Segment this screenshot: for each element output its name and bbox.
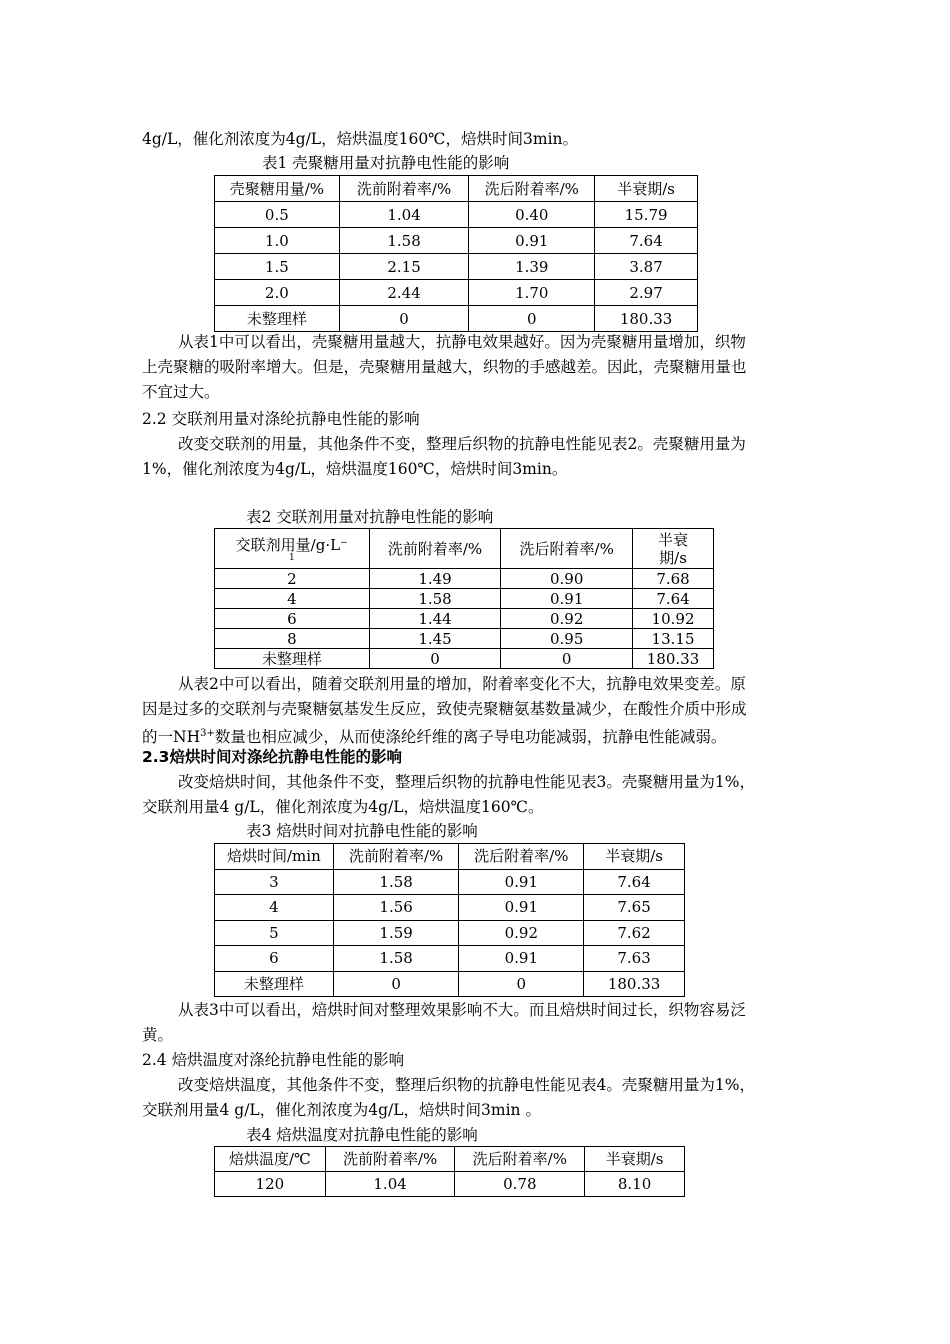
table3-cell: 1.59: [333, 920, 459, 946]
table1-header-row: [215, 176, 698, 202]
table1-cell: 1.0: [215, 228, 340, 254]
text-line: 4g/L，催化剂浓度为4g/L，焙烘温度160℃，焙烘时间3min。: [142, 130, 579, 148]
table1-cell: 1.04: [339, 202, 469, 228]
table2-cell: 0.92: [501, 609, 633, 629]
table3-cell: 7.64: [584, 869, 685, 895]
table3-cell: 0.91: [459, 946, 584, 972]
table3-cell: 0.92: [459, 920, 584, 946]
table1-cell: 1.39: [469, 254, 595, 280]
text-line: 黄。: [142, 1026, 174, 1044]
header-text: 半衰: [658, 530, 689, 549]
table3-cell: 6: [215, 946, 334, 972]
table2-header-cell: 洗后附着率/%: [501, 529, 633, 569]
text-line: 改变交联剂的用量，其他条件不变，整理后织物的抗静电性能见表2。壳聚糖用量为: [178, 435, 746, 453]
table1-row: [215, 306, 698, 332]
table3-cell: 4: [215, 895, 334, 921]
table4-caption: 表4 焙烘温度对抗静电性能的影响: [246, 1126, 478, 1144]
table3-cell: 0.91: [459, 869, 584, 895]
table2-row: [215, 629, 714, 649]
table3-row: [215, 946, 685, 972]
table1-row: [215, 280, 698, 306]
text-line: 从表1中可以看出，壳聚糖用量越大，抗静电效果越好。因为壳聚糖用量增加，织物: [178, 333, 746, 351]
text-line: 从表2中可以看出，随着交联剂用量的增加，附着率变化不大，抗静电效果变差。原: [178, 675, 746, 693]
superscript: 3+: [200, 728, 215, 739]
table4: [214, 1146, 685, 1197]
table1-cell: 0: [339, 306, 469, 332]
table1-cell: 1.70: [469, 280, 595, 306]
table3-row: [215, 869, 685, 895]
table2-cell: 未整理样: [215, 649, 370, 669]
text-line: 不宜过大。: [142, 383, 220, 401]
table4-row: [215, 1172, 685, 1197]
table2-cell: 7.64: [633, 589, 714, 609]
table4-cell: 0.78: [455, 1172, 585, 1197]
table1-header-cell: 洗前附着率/%: [339, 176, 469, 202]
text-span: 的一NH: [142, 728, 201, 747]
header-superscript: 1: [288, 552, 295, 563]
table2-cell: 8: [215, 629, 370, 649]
text-line: 改变焙烘时间，其他条件不变，整理后织物的抗静电性能见表3。壳聚糖用量为1%，: [178, 773, 755, 791]
text-line: 因是过多的交联剂与壳聚糖氨基发生反应，致使壳聚糖氨基数量减少，在酸性介质中形成: [142, 700, 747, 718]
table2-row: [215, 609, 714, 629]
table1-cell: 2.15: [339, 254, 469, 280]
table3-cell: 7.62: [584, 920, 685, 946]
table3-row: [215, 895, 685, 921]
table2-caption: 表2 交联剂用量对抗静电性能的影响: [246, 508, 494, 526]
table1-row: [215, 254, 698, 280]
table1-cell: 2.97: [595, 280, 698, 306]
table2-cell: 2: [215, 569, 370, 589]
table1-cell: 0: [469, 306, 595, 332]
table3-cell: 未整理样: [215, 971, 334, 997]
table1-header-cell: 半衰期/s: [595, 176, 698, 202]
table1-cell: 1.58: [339, 228, 469, 254]
table2-header-cell: [215, 529, 370, 569]
table3-cell: 3: [215, 869, 334, 895]
table2-cell: 6: [215, 609, 370, 629]
table1-cell: 2.0: [215, 280, 340, 306]
text-line: 改变焙烘温度，其他条件不变，整理后织物的抗静电性能见表4。壳聚糖用量为1%，: [178, 1076, 755, 1094]
table2-cell: 1.44: [369, 609, 501, 629]
table2-cell: 1.49: [369, 569, 501, 589]
table3-header-cell: 焙烘时间/min: [215, 844, 334, 870]
text-line: 上壳聚糖的吸附率增大。但是，壳聚糖用量越大，织物的手感越差。因此，壳聚糖用量也: [142, 358, 747, 376]
text-span: 数量也相应减少，从而使涤纶纤维的离子导电功能减弱，抗静电性能减弱。: [214, 728, 727, 747]
table3-cell: 1.58: [333, 946, 459, 972]
table2-row: [215, 649, 714, 669]
table3-header-cell: 洗前附着率/%: [333, 844, 459, 870]
table1-cell: 0.40: [469, 202, 595, 228]
table1-header-cell: 壳聚糖用量/%: [215, 176, 340, 202]
table2-cell: 1.45: [369, 629, 501, 649]
table3-row: [215, 920, 685, 946]
table1: [214, 175, 698, 332]
table1-cell: 1.5: [215, 254, 340, 280]
table1-cell: 2.44: [339, 280, 469, 306]
table1-cell: 未整理样: [215, 306, 340, 332]
table4-header-cell: 洗前附着率/%: [325, 1147, 455, 1172]
table1-row: [215, 228, 698, 254]
table1-cell: 0.91: [469, 228, 595, 254]
table2-cell: 0: [501, 649, 633, 669]
table2-cell: 13.15: [633, 629, 714, 649]
table1-cell: 15.79: [595, 202, 698, 228]
table3-cell: 0: [333, 971, 459, 997]
section-heading-2-3: 2.3焙烘时间对涤纶抗静电性能的影响: [142, 748, 402, 766]
table4-cell: 1.04: [325, 1172, 455, 1197]
table2-header-cell: 洗前附着率/%: [369, 529, 501, 569]
table3-cell: 0: [459, 971, 584, 997]
table4-header-cell: 焙烘温度/℃: [215, 1147, 326, 1172]
text-line: 交联剂用量4 g/L，催化剂浓度为4g/L，焙烘温度160℃。: [142, 798, 544, 816]
text-line: 交联剂用量4 g/L，催化剂浓度为4g/L，焙烘时间3min 。: [142, 1101, 541, 1119]
table2-cell: 180.33: [633, 649, 714, 669]
table2-row: [215, 589, 714, 609]
header-text: 交联剂用量/g·L⁻: [235, 535, 348, 554]
table2-cell: 0.90: [501, 569, 633, 589]
table3: [214, 843, 685, 997]
table3-cell: 7.63: [584, 946, 685, 972]
table1-cell: 180.33: [595, 306, 698, 332]
table3-header-cell: 半衰期/s: [584, 844, 685, 870]
table1-header-cell: 洗后附着率/%: [469, 176, 595, 202]
table4-cell: 120: [215, 1172, 326, 1197]
table1-row: [215, 202, 698, 228]
table3-caption: 表3 焙烘时间对抗静电性能的影响: [246, 822, 478, 840]
table3-row: [215, 971, 685, 997]
table3-cell: 180.33: [584, 971, 685, 997]
table1-caption: 表1 壳聚糖用量对抗静电性能的影响: [262, 154, 510, 172]
table2-cell: 10.92: [633, 609, 714, 629]
table2-row: [215, 569, 714, 589]
table3-cell: 1.58: [333, 869, 459, 895]
table1-cell: 0.5: [215, 202, 340, 228]
table2-cell: 1.58: [369, 589, 501, 609]
table1-cell: 7.64: [595, 228, 698, 254]
table3-cell: 5: [215, 920, 334, 946]
table3-cell: 0.91: [459, 895, 584, 921]
table4-header-cell: 半衰期/s: [585, 1147, 685, 1172]
section-heading-2-2: 2.2 交联剂用量对涤纶抗静电性能的影响: [142, 410, 420, 428]
table2-cell: 4: [215, 589, 370, 609]
table4-header-cell: 洗后附着率/%: [455, 1147, 585, 1172]
table3-cell: 1.56: [333, 895, 459, 921]
table4-cell: 8.10: [585, 1172, 685, 1197]
table2-cell: 0: [369, 649, 501, 669]
table2-cell: 7.68: [633, 569, 714, 589]
text-line: 1%，催化剂浓度为4g/L，焙烘温度160℃，焙烘时间3min。: [142, 460, 568, 478]
table4-header-row: [215, 1147, 685, 1172]
section-heading-2-4: 2.4 焙烘温度对涤纶抗静电性能的影响: [142, 1051, 405, 1069]
table3-header-cell: 洗后附着率/%: [459, 844, 584, 870]
table1-cell: 3.87: [595, 254, 698, 280]
text-line: 从表3中可以看出，焙烘时间对整理效果影响不大。而且焙烘时间过长，织物容易泛: [178, 1001, 746, 1019]
table2: [214, 528, 714, 669]
table2-cell: 0.91: [501, 589, 633, 609]
header-text: 期/s: [659, 548, 687, 567]
table3-cell: 7.65: [584, 895, 685, 921]
table3-header-row: [215, 844, 685, 870]
table2-cell: 0.95: [501, 629, 633, 649]
table2-header-cell: [633, 529, 714, 569]
